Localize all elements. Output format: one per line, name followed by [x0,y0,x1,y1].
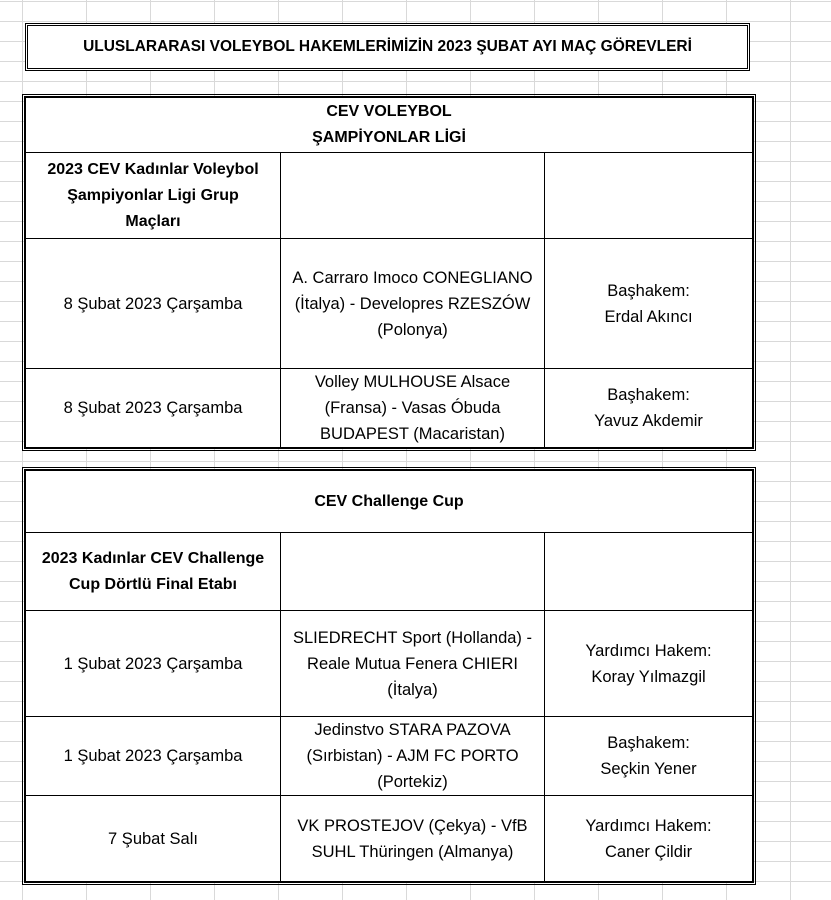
match-teams[interactable]: SLIEDRECHT Sport (Hollanda) - Reale Mutua Fenera CHIERI (İtalya) [281,611,545,717]
match-date[interactable]: 1 Şubat 2023 Çarşamba [26,611,281,717]
match-teams[interactable]: A. Carraro Imoco CONEGLIANO (İtalya) - Developres RZESZÓW (Polonya) [281,239,545,369]
empty-cell[interactable] [281,533,545,611]
section-header-row [26,471,753,533]
match-date[interactable]: 8 Şubat 2023 Çarşamba [26,369,281,448]
table-row [26,611,753,717]
match-teams[interactable]: VK PROSTEJOV (Çekya) - VfB SUHL Thüringen (Almanya) [281,796,545,882]
champions-league-table [25,97,753,448]
match-date[interactable]: 1 Şubat 2023 Çarşamba [26,717,281,796]
referee-assignment[interactable]: Başhakem: Yavuz Akdemir [545,369,753,448]
table-row [26,239,753,369]
empty-cell[interactable] [281,153,545,239]
section-header[interactable]: CEV VOLEYBOL ŞAMPİYONLAR LİGİ [26,98,753,153]
table-row [26,369,753,448]
group-row [26,533,753,611]
match-date[interactable]: 7 Şubat Salı [26,796,281,882]
table-row [26,796,753,882]
section-header[interactable]: CEV Challenge Cup [26,471,753,533]
empty-cell[interactable] [545,153,753,239]
empty-cell[interactable] [545,533,753,611]
match-teams[interactable]: Jedinstvo STARA PAZOVA (Sırbistan) - AJM FC PORTO (Portekiz) [281,717,545,796]
section-header-row [26,98,753,153]
group-title[interactable]: 2023 Kadınlar CEV Challenge Cup Dörtlü Final Etabı [26,533,281,611]
table-row [26,717,753,796]
group-title[interactable]: 2023 CEV Kadınlar Voleybol Şampiyonlar Ligi Grup Maçları [26,153,281,239]
page-title: ULUSLARARASI VOLEYBOL HAKEMLERİMİZİN 2023 ŞUBAT AYI MAÇ GÖREVLERİ [25,23,750,71]
match-date[interactable]: 8 Şubat 2023 Çarşamba [26,239,281,369]
referee-assignment[interactable]: Başhakem: Seçkin Yener [545,717,753,796]
challenge-cup-table [25,470,753,882]
match-teams[interactable]: Volley MULHOUSE Alsace (Fransa) - Vasas Óbuda BUDAPEST (Macaristan) [281,369,545,448]
referee-assignment[interactable]: Yardımcı Hakem: Caner Çildir [545,796,753,882]
referee-assignment[interactable]: Yardımcı Hakem: Koray Yılmazgil [545,611,753,717]
group-row [26,153,753,239]
referee-assignment[interactable]: Başhakem: Erdal Akıncı [545,239,753,369]
